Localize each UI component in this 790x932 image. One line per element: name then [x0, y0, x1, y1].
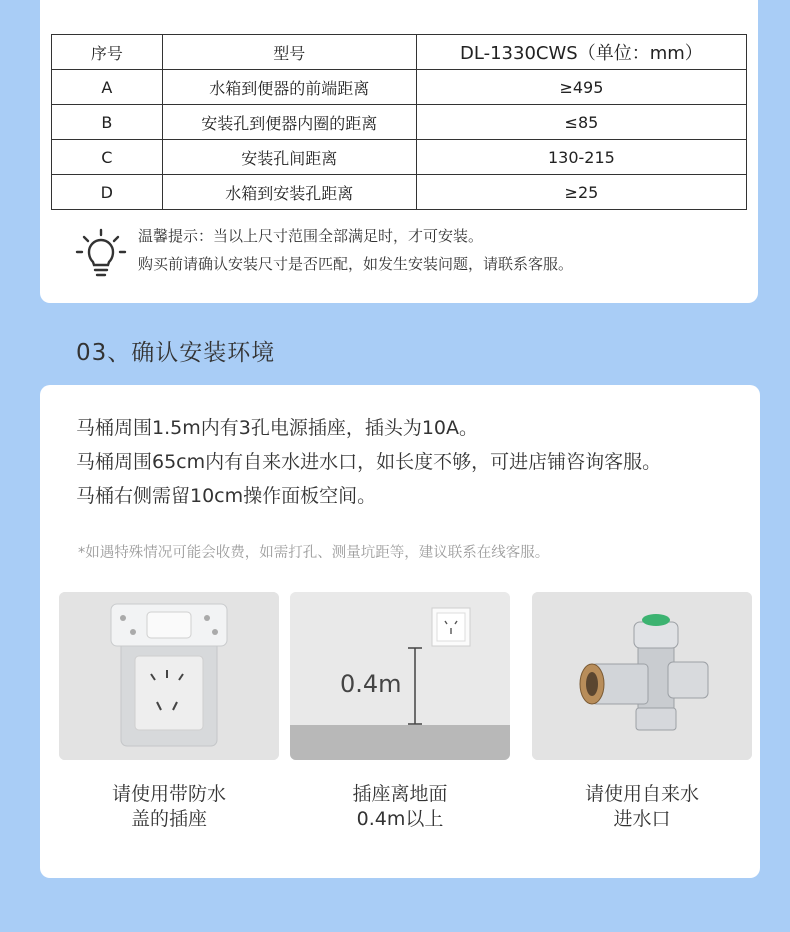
- caption-line: 进水口: [613, 808, 671, 830]
- row-value: ≥495: [416, 70, 746, 105]
- tip-line-1: 温馨提示：当以上尺寸范围全部满足时，才可安装。: [138, 227, 484, 245]
- caption-line: 请使用自来水: [584, 783, 699, 805]
- section-title: 03、确认安装环境: [76, 340, 276, 366]
- row-index: D: [52, 175, 163, 210]
- waterproof-socket-image: [59, 592, 279, 760]
- row-label: 安装孔间距离: [162, 140, 416, 175]
- environment-card: [40, 385, 760, 878]
- requirement-item: 马桶周围1.5m内有3孔电源插座，插头为10A。: [76, 417, 478, 439]
- caption-line: 插座离地面: [352, 783, 448, 805]
- table-row: [52, 140, 747, 175]
- requirement-item: 马桶周围65cm内有自来水进水口，如长度不够，可进店铺咨询客服。: [76, 451, 662, 473]
- table-row: [52, 175, 747, 210]
- row-value: ≥25: [416, 175, 746, 210]
- caption-line: 0.4m以上: [356, 808, 444, 830]
- tip-line-2: 购买前请确认安装尺寸是否匹配，如发生安装问题，请联系客服。: [138, 255, 574, 273]
- table-row: [52, 105, 747, 140]
- caption-socket-height: [290, 782, 510, 832]
- requirement-item: 马桶右侧需留10cm操作面板空间。: [76, 485, 377, 507]
- height-measure-label: 0.4m: [340, 670, 402, 698]
- tip-text: [138, 222, 573, 278]
- header-model: 型号: [162, 35, 416, 70]
- table-row: [52, 70, 747, 105]
- fee-note: *如遇特殊情况可能会收费，如需打孔、测量坑距等，建议联系在线客服。: [78, 545, 550, 561]
- water-valve-icon: [532, 592, 752, 760]
- caption-line: 盖的插座: [130, 808, 207, 830]
- spec-table: [51, 34, 747, 210]
- header-index: 序号: [52, 35, 163, 70]
- row-value: ≤85: [416, 105, 746, 140]
- caption-line: 请使用带防水: [111, 783, 226, 805]
- caption-waterproof-socket: [59, 782, 279, 832]
- requirements-list: [76, 411, 661, 513]
- spec-card: [40, 0, 758, 303]
- header-model-number: DL-1330CWS（单位：mm）: [416, 35, 746, 70]
- row-label: 水箱到便器的前端距离: [162, 70, 416, 105]
- socket-height-diagram: [290, 592, 510, 760]
- row-index: A: [52, 70, 163, 105]
- waterproof-socket-icon: [59, 592, 279, 760]
- water-inlet-image: [532, 592, 752, 760]
- row-index: C: [52, 140, 163, 175]
- row-label: 水箱到安装孔距离: [162, 175, 416, 210]
- row-label: 安装孔到便器内圈的距离: [162, 105, 416, 140]
- row-value: 130-215: [416, 140, 746, 175]
- caption-water-inlet: [532, 782, 752, 832]
- row-index: B: [52, 105, 163, 140]
- table-header-row: [52, 35, 747, 70]
- lightbulb-icon: [75, 228, 127, 278]
